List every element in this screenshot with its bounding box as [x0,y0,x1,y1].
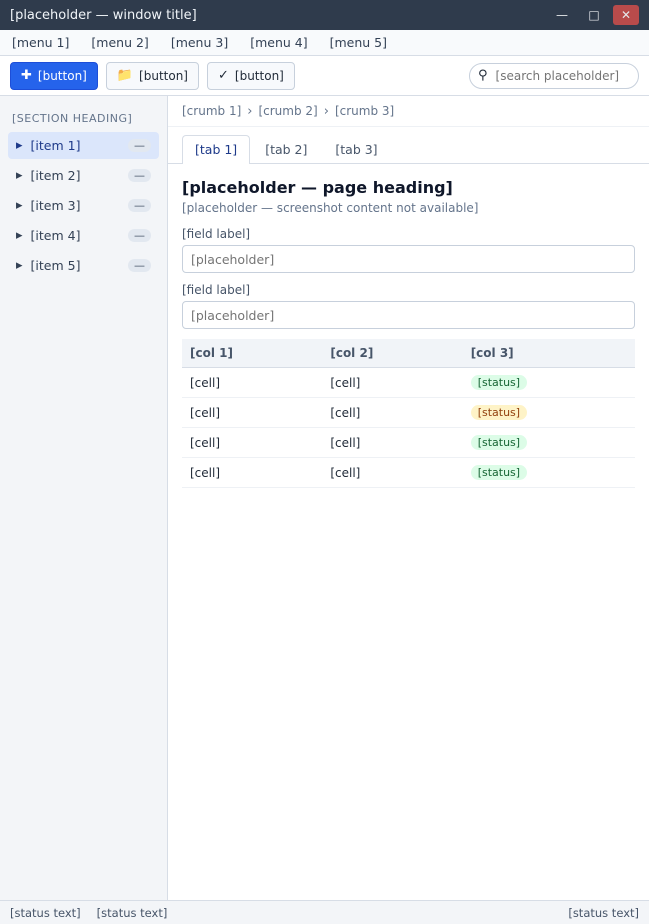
status-badge: [status] [471,435,527,450]
save-button-label: [button] [234,68,284,83]
breadcrumb-item[interactable]: [crumb 2] [258,104,318,118]
page-subtitle: [placeholder — screenshot content not available] [182,201,479,215]
window-controls [549,5,639,25]
chevron-right-icon: › [323,103,329,119]
folder-icon: ▸ [16,198,23,213]
table-header-row [182,339,635,368]
search-input[interactable] [494,68,630,84]
sidebar-item-label: [item 5] [30,258,81,273]
content-area [168,164,649,900]
folder-icon: ▸ [16,138,23,153]
main-panel [168,96,649,900]
minimize-icon[interactable]: — [556,8,568,22]
sidebar-item-2[interactable] [8,162,159,189]
sidebar-heading: [SECTION HEADING] [12,112,133,125]
table-row[interactable] [182,428,635,458]
sidebar-item-count: — [128,259,151,272]
chevron-right-icon: › [247,103,253,119]
menu-item-5[interactable]: [menu 5] [329,35,388,50]
tab-2[interactable]: [tab 2] [265,142,308,157]
text-field-1[interactable] [182,245,635,273]
breadcrumb [168,96,649,127]
status-badge: [status] [471,375,527,390]
status-badge: [status] [471,405,527,420]
status-cell [463,428,635,458]
table-row[interactable] [182,458,635,488]
table-cell: [cell] [182,458,322,488]
table-cell: [cell] [182,368,322,398]
sidebar-item-count: — [128,139,151,152]
column-header[interactable]: [col 2] [322,339,462,368]
breadcrumb-item[interactable]: [crumb 1] [182,104,242,118]
sidebar-item-count: — [128,229,151,242]
new-button-label: [button] [37,68,87,83]
sidebar-item-label: [item 1] [30,138,81,153]
form-field [182,283,635,329]
sidebar-item-label: [item 2] [30,168,81,183]
new-button[interactable] [10,62,98,90]
sidebar-item-4[interactable] [8,222,159,249]
menu-item-2[interactable]: [menu 2] [91,35,149,50]
status-left: [status text] [10,905,81,920]
sidebar [0,96,168,900]
status-badge: [status] [471,465,527,480]
table-row[interactable] [182,398,635,428]
field-label: [field label] [182,283,251,297]
sidebar-item-1[interactable] [8,132,159,159]
status-cell [463,398,635,428]
menu-bar [0,30,649,56]
maximize-icon[interactable]: □ [588,8,600,22]
toolbar [0,56,649,96]
search-icon: ⚲ [478,68,488,83]
window-title: [placeholder — window title] [10,7,197,23]
sidebar-item-label: [item 4] [30,228,81,243]
status-right: [status text] [568,905,639,920]
text-field-2[interactable] [182,301,635,329]
menu-item-1[interactable]: [menu 1] [12,35,70,50]
open-button-label: [button] [139,68,188,83]
table-row[interactable] [182,368,635,398]
breadcrumb-item: [crumb 3] [334,104,395,118]
folder-icon: ▸ [16,228,23,243]
table-cell: [cell] [322,428,462,458]
status-middle: [status text] [96,905,168,920]
menu-item-3[interactable]: [menu 3] [170,35,229,50]
tab-strip [168,127,649,164]
open-button[interactable] [106,62,199,90]
data-table [182,339,635,488]
sidebar-item-3[interactable] [8,192,159,219]
table-cell: [cell] [322,458,462,488]
column-header[interactable]: [col 1] [182,339,322,368]
table-cell: [cell] [322,398,462,428]
field-label: [field label] [182,227,251,241]
save-icon: ✓ [218,68,229,83]
sidebar-item-label: [item 3] [30,198,81,213]
folder-icon: ▸ [16,168,23,183]
form-field [182,227,635,273]
menu-item-4[interactable]: [menu 4] [250,35,308,50]
tab-1[interactable]: [tab 1] [182,135,250,164]
status-cell [463,368,635,398]
tab-3[interactable]: [tab 3] [335,142,378,157]
column-header[interactable]: [col 3] [463,339,635,368]
sidebar-item-count: — [128,169,151,182]
save-button[interactable] [207,62,295,90]
title-bar [0,0,649,30]
table-cell: [cell] [182,428,322,458]
status-cell [463,458,635,488]
table-cell: [cell] [322,368,462,398]
folder-icon: 📁 [116,68,134,83]
status-bar [0,900,649,924]
page-title: [placeholder — page heading] [182,178,453,197]
search-box [469,63,639,89]
close-icon[interactable]: ✕ [613,5,639,25]
workspace [0,96,649,900]
file-icon: ✚ [21,68,32,83]
sidebar-item-count: — [128,199,151,212]
sidebar-item-5[interactable] [8,252,159,279]
folder-icon: ▸ [16,258,23,273]
table-cell: [cell] [182,398,322,428]
